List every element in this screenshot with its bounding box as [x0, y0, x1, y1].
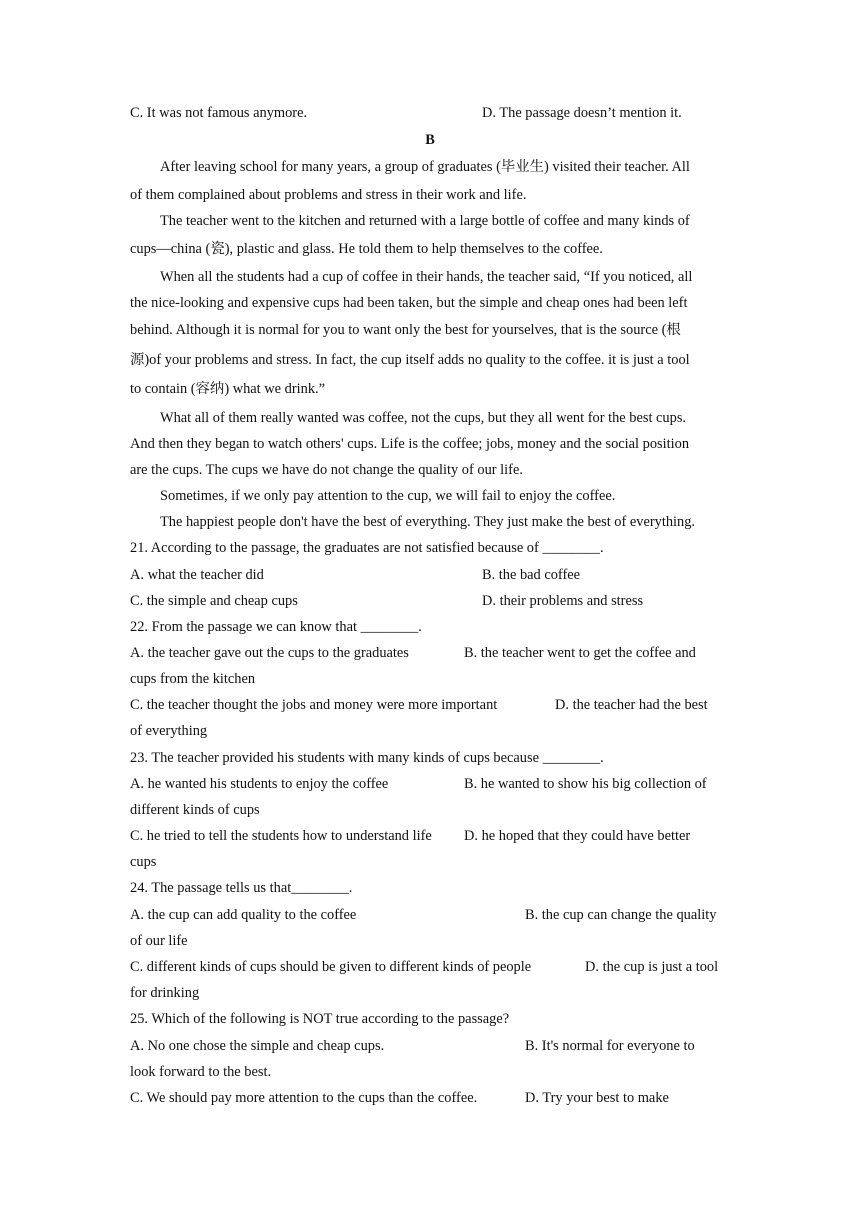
option-25-d: D. Try your best to make — [525, 1090, 669, 1106]
passage-line: the nice-looking and expensive cups had been taken, but the simple and cheap ones had been left — [130, 295, 688, 311]
question-21: 21. According to the passage, the graduates are not satisfied because of ________. — [130, 540, 604, 556]
option-21-c: C. the simple and cheap cups — [130, 593, 298, 609]
option-25-c: C. We should pay more attention to the cups than the coffee. — [130, 1090, 478, 1106]
option-22-d: D. the teacher had the best — [555, 697, 708, 713]
option-23-a: A. he wanted his students to enjoy the coffee — [130, 776, 389, 792]
passage-line: When all the students had a cup of coffee in their hands, the teacher said, “If you noticed, all — [160, 269, 693, 285]
passage-line: are the cups. The cups we have do not change the quality of our life. — [130, 462, 523, 478]
passage-line: 源)of your problems and stress. In fact, the cup itself adds no quality to the coffee. it is just a tool — [130, 352, 690, 368]
option-23-b-cont: different kinds of cups — [130, 802, 260, 818]
previous-option-c: C. It was not famous anymore. — [130, 105, 308, 121]
option-22-b: B. the teacher went to get the coffee and — [464, 645, 696, 661]
option-21-a: A. what the teacher did — [130, 567, 264, 583]
option-23-c: C. he tried to tell the students how to understand life — [130, 828, 432, 844]
previous-option-d: D. The passage doesn’t mention it. — [482, 105, 682, 121]
passage-line: behind. Although it is normal for you to want only the best for yourselves, that is the source (根 — [130, 322, 681, 338]
option-23-d-cont: cups — [130, 854, 157, 870]
option-21-b: B. the bad coffee — [482, 567, 581, 583]
option-21-d: D. their problems and stress — [482, 593, 644, 609]
passage-line: The happiest people don't have the best of everything. They just make the best of everything. — [160, 514, 696, 530]
option-25-b-cont: look forward to the best. — [130, 1064, 272, 1080]
option-24-b-cont: of our life — [130, 933, 188, 949]
option-25-b: B. It's normal for everyone to — [525, 1038, 695, 1054]
section-heading: B — [425, 132, 435, 148]
option-24-d: D. the cup is just a tool — [585, 959, 719, 975]
passage-line: cups—china (瓷), plastic and glass. He told them to help themselves to the coffee. — [130, 241, 603, 257]
option-24-c: C. different kinds of cups should be given to different kinds of people — [130, 959, 532, 975]
question-25: 25. Which of the following is NOT true according to the passage? — [130, 1011, 510, 1027]
passage-line: What all of them really wanted was coffee, not the cups, but they all went for the best cups. — [160, 410, 687, 426]
option-24-b: B. the cup can change the quality — [525, 907, 717, 923]
question-22: 22. From the passage we can know that ________. — [130, 619, 422, 635]
option-22-a: A. the teacher gave out the cups to the graduates — [130, 645, 409, 661]
question-23: 23. The teacher provided his students with many kinds of cups because ________. — [130, 750, 604, 766]
option-24-a: A. the cup can add quality to the coffee — [130, 907, 357, 923]
option-22-b-cont: cups from the kitchen — [130, 671, 256, 687]
passage-line: And then they began to watch others' cups. Life is the coffee; jobs, money and the social position — [130, 436, 690, 452]
option-23-d: D. he hoped that they could have better — [464, 828, 691, 844]
passage-line: Sometimes, if we only pay attention to the cup, we will fail to enjoy the coffee. — [160, 488, 616, 504]
passage-line: of them complained about problems and stress in their work and life. — [130, 187, 527, 203]
option-25-a: A. No one chose the simple and cheap cups. — [130, 1038, 385, 1054]
option-22-c: C. the teacher thought the jobs and money were more important — [130, 697, 498, 713]
question-24: 24. The passage tells us that________. — [130, 880, 353, 896]
option-24-d-cont: for drinking — [130, 985, 200, 1001]
passage-line: to contain (容纳) what we drink.” — [130, 381, 326, 397]
option-22-d-cont: of everything — [130, 723, 208, 739]
passage-line: The teacher went to the kitchen and returned with a large bottle of coffee and many kinds of — [160, 213, 690, 229]
passage-line: After leaving school for many years, a group of graduates (毕业生) visited their teacher. All — [160, 159, 690, 175]
option-23-b: B. he wanted to show his big collection of — [464, 776, 707, 792]
